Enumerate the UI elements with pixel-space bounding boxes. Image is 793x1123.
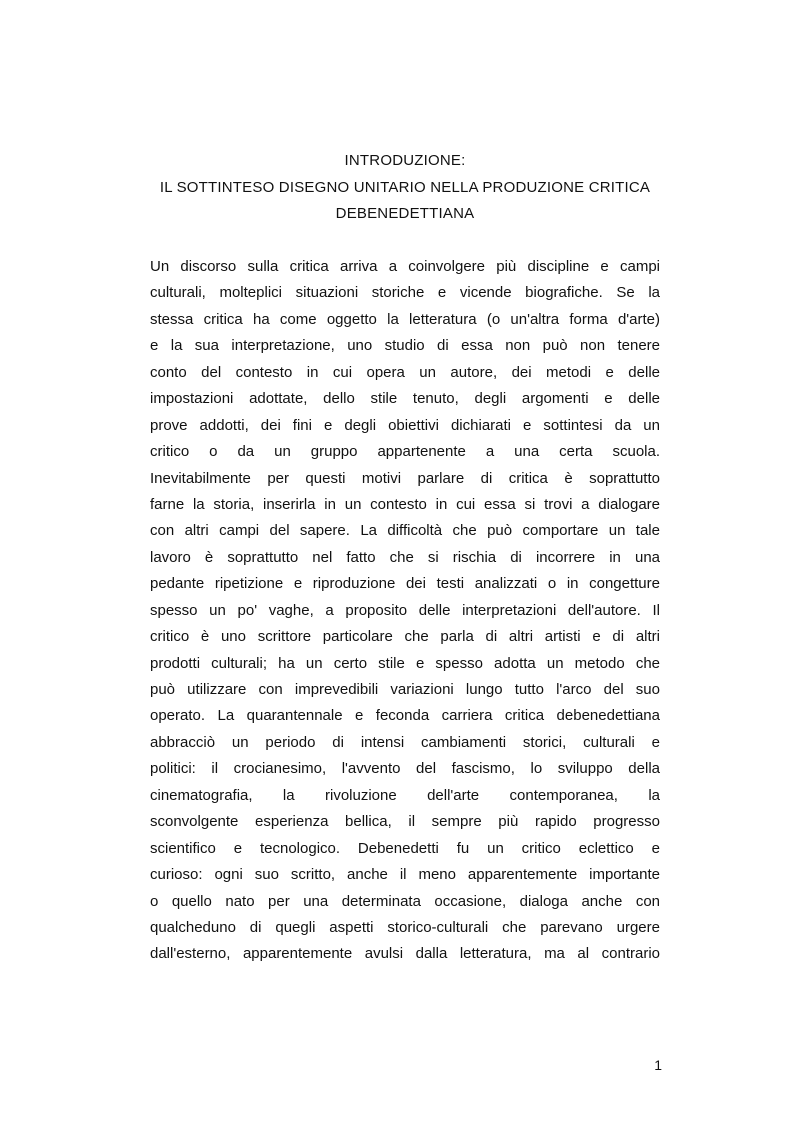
body-line: farne la storia, inserirla in un contesto in cui essa si trovi a dialogare: [150, 495, 660, 513]
body-line: prodotti culturali; ha un certo stile e spesso adotta un metodo che: [150, 654, 660, 672]
body-line: e la sua interpretazione, uno studio di essa non può non tenere: [150, 337, 660, 355]
body-line: stessa critica ha come oggetto la letteratura (o un'altra forma d'arte): [150, 310, 660, 328]
body-line: culturali, molteplici situazioni storiche e vicende biografiche. Se la: [150, 284, 660, 302]
body-line: operato. La quarantennale e feconda carriera critica debenedettiana: [150, 707, 660, 725]
body-line: scientifico e tecnologico. Debenedetti fu un critico eclettico e: [150, 839, 660, 857]
body-line: o quello nato per una determinata occasione, dialoga anche con: [150, 892, 660, 910]
body-line: può utilizzare con imprevedibili variazioni lungo tutto l'arco del suo: [150, 681, 660, 698]
body-line: Un discorso sulla critica arriva a coinvolgere più discipline e campi: [150, 258, 660, 275]
body-line: impostazioni adottate, dello stile tenuto, degli argomenti e delle: [150, 390, 660, 408]
body-line: critico è uno scrittore particolare che parla di altri artisti e di altri: [150, 628, 660, 646]
body-line: abbracciò un periodo di intensi cambiamenti storici, culturali e: [150, 733, 660, 751]
heading-line-2: IL SOTTINTESO DISEGNO UNITARIO NELLA PRODUZIONE CRITICA: [159, 178, 651, 196]
page-number: 1: [654, 1057, 662, 1073]
body-line: lavoro è soprattutto nel fatto che si rischia di incorrere in una: [150, 548, 660, 566]
heading-line-1: INTRODUZIONE:: [344, 152, 466, 169]
body-line: prove addotti, dei fini e degli obiettivi dichiarati e sottintesi da un: [150, 416, 660, 434]
chapter-heading: [150, 148, 660, 228]
body-line: cinematografia, la rivoluzione dell'arte contemporanea, la: [150, 786, 660, 804]
body-line: conto del contesto in cui opera un autore, dei metodi e delle: [150, 363, 660, 381]
heading-line-3: DEBENEDETTIANA: [335, 205, 475, 222]
body-line: qualcheduno di quegli aspetti storico-culturali che parevano urgere: [150, 918, 660, 936]
body-line: spesso un po' vaghe, a proposito delle interpretazioni dell'autore. Il: [150, 601, 660, 619]
body-line: politici: il crocianesimo, l'avvento del fascismo, lo sviluppo della: [150, 760, 660, 778]
body-line: dall'esterno, apparentemente avulsi dalla letteratura, ma al contrario: [150, 945, 660, 963]
body-line: con altri campi del sapere. La difficoltà che può comportare un tale: [150, 522, 660, 540]
body-line: pedante ripetizione e riproduzione dei testi analizzati o in congetture: [150, 575, 660, 593]
body-line: critico o da un gruppo appartenente a una certa scuola.: [150, 443, 660, 461]
body-line: sconvolgente esperienza bellica, il sempre più rapido progresso: [150, 813, 660, 831]
body-paragraph: [150, 254, 660, 968]
body-line: Inevitabilmente per questi motivi parlare di critica è soprattutto: [150, 469, 660, 487]
body-line: curioso: ogni suo scritto, anche il meno apparentemente importante: [150, 866, 660, 884]
